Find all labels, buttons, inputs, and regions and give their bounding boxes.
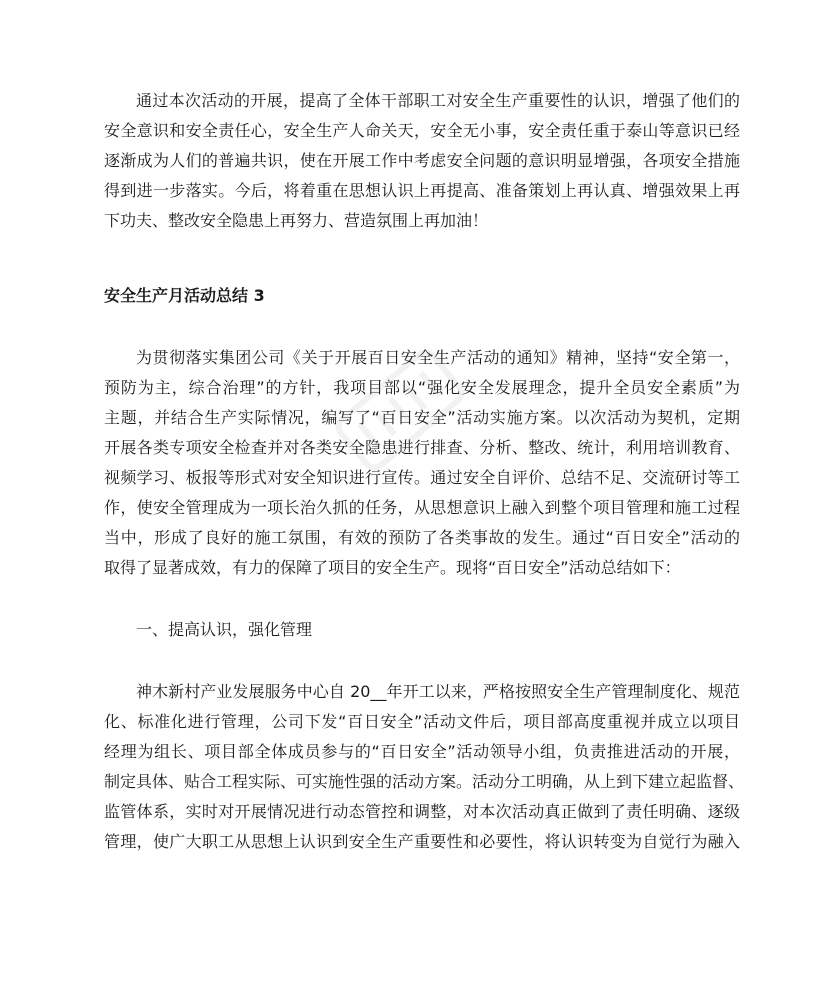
paragraph-line: 开展各类专项安全检查并对各类安全隐患进行排查、分析、整改、统计，利用培训教育、 bbox=[104, 438, 740, 457]
paragraph-line: 预防为主，综合治理”的方针，我项目部以“强化安全发展理念，提升全员安全素质”为 bbox=[104, 378, 740, 397]
paragraph-line: 化、标准化进行管理，公司下发“百日安全”活动文件后，项目部高度重视并成立以项目 bbox=[104, 712, 740, 731]
paragraph-line: 作，使安全管理成为一项长治久抓的任务，从思想意识上融入到整个项目管理和施工过程 bbox=[104, 498, 740, 517]
paragraph-line: 得到进一步落实。今后，将着重在思想认识上再提高、准备策划上再认真、增强效果上再 bbox=[104, 181, 740, 200]
document-page bbox=[104, 86, 745, 857]
paragraph-line: 取得了显著成效，有力的保障了项目的安全生产。现将“百日安全”活动总结如下： bbox=[104, 558, 681, 577]
paragraph-line: 通过本次活动的开展，提高了全体干部职工对安全生产重要性的认识，增强了他们的 bbox=[136, 91, 740, 110]
section-heading: 安全生产月活动总结 3 bbox=[104, 286, 265, 305]
paragraph-line: 制定具体、贴合工程实际、可实施性强的活动方案。活动分工明确，从上到下建立起监督、 bbox=[104, 772, 745, 791]
paragraph-line: 为贯彻落实集团公司《关于开展百日安全生产活动的通知》精神，坚持“安全第一， bbox=[136, 348, 740, 367]
paragraph-line: 当中，形成了良好的施工氛围，有效的预防了各类事故的发生。通过“百日安全”活动的 bbox=[104, 528, 740, 547]
paragraph-line: 管理，使广大职工从思想上认识到安全生产重要性和必要性，将认识转变为自觉行为融入 bbox=[104, 832, 740, 851]
paragraph-line: 主题，并结合生产实际情况，编写了“百日安全”活动实施方案。以次活动为契机，定期 bbox=[104, 408, 740, 427]
paragraph-line: 下功夫、整改安全隐患上再努力、营造氛围上再加油！ bbox=[104, 211, 489, 230]
paragraph-line: 逐渐成为人们的普遍共识，使在开展工作中考虑安全问题的意识明显增强，各项安全措施 bbox=[104, 151, 740, 170]
subheading: 一、提高认识，强化管理 bbox=[136, 620, 313, 639]
paragraph-1 bbox=[104, 86, 740, 236]
paragraph-3 bbox=[104, 677, 745, 857]
paragraph-line: 经理为组长、项目部全体成员参与的“百日安全”活动领导小组，负责推进活动的开展， bbox=[104, 742, 740, 761]
paragraph-line: 神木新村产业发展服务中心自 20__年开工以来，严格按照安全生产管理制度化、规范 bbox=[136, 682, 740, 701]
paragraph-line: 安全意识和安全责任心，安全生产人命关天，安全无小事，安全责任重于泰山等意识已经 bbox=[104, 121, 740, 140]
paragraph-line: 监管体系，实时对开展情况进行动态管控和调整，对本次活动真正做到了责任明确、逐级 bbox=[104, 802, 740, 821]
paragraph-line: 视频学习、板报等形式对安全知识进行宣传。通过安全自评价、总结不足、交流研讨等工 bbox=[104, 468, 740, 487]
paragraph-2 bbox=[104, 343, 740, 583]
